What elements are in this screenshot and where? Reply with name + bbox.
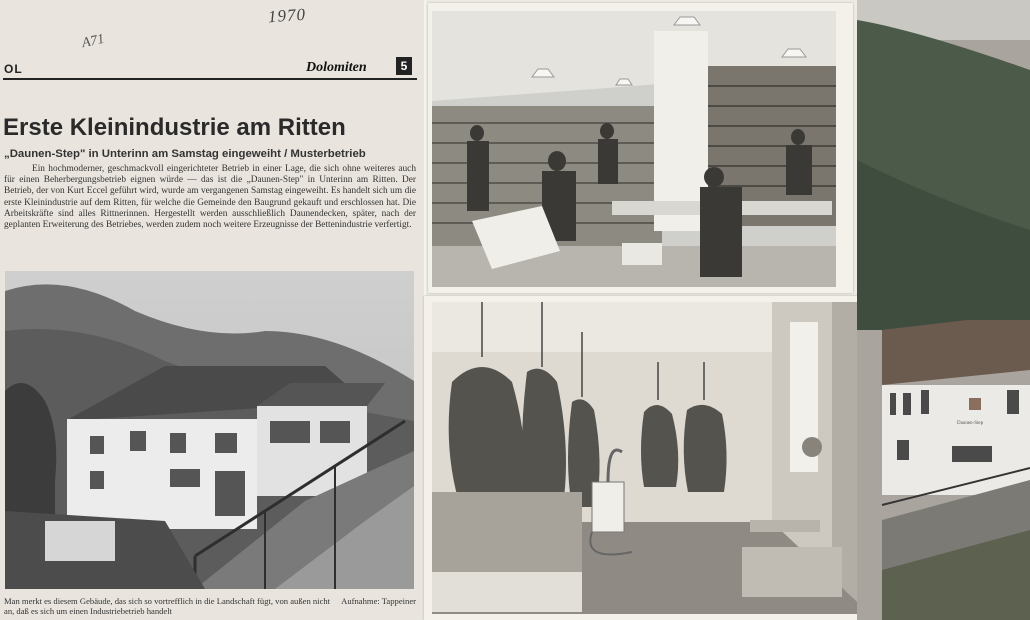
- workshop-photo: [432, 11, 836, 287]
- down-storage-photo: [432, 302, 870, 614]
- newspaper-name: Dolomiten: [306, 60, 367, 75]
- handwritten-date: 1970: [267, 4, 307, 27]
- workshop-photo-frame: [428, 3, 853, 293]
- building-photo: [5, 271, 414, 589]
- photo-credit: Aufnahme: Tappeiner: [341, 596, 416, 606]
- caption-text: Man merkt es diesem Gebäude, das sich so vortrefflich in die Landschaft fügt, von außen nicht an, daß es sich um einen Industriebetrieb handelt: [4, 596, 331, 616]
- subheadline: „Daunen-Step" in Unterinn am Samstag eingeweiht / Musterbetrieb: [4, 148, 366, 160]
- storage-photo-frame: [424, 296, 880, 620]
- handwritten-mark: A71: [80, 31, 106, 52]
- newspaper-clipping: [0, 0, 424, 620]
- building-sign-text: Daunen-Step: [957, 421, 984, 426]
- building-color-photo: [857, 0, 1030, 620]
- article-body: Ein hochmoderner, geschmackvoll eingerichteter Betrieb in einer Lage, die sich ohne weiteres auch für einen Beherbergungsbetrieb eignen würde — das ist die „Daunen-Step" in Unterinn am Ritten. Der Betrieb, der von Kurt Eccel geführt wird, wurde am vergangenen Samstag eingeweiht. Es handelt sich um die erste Kleinindustrie auf dem Ritten, für welche die Gemeinde den Baugrund gekauft und erschlossen hat. Die Arbeitskräfte sind alles Rittnerinnen. Hergestellt werden ausschließlich Daunendecken, später, nach der geplanten Erweiterung des Betriebes, werden zudem noch weitere Erzeugnisse der Bettenindustrie verfertigt.: [4, 164, 416, 231]
- section-label: OL: [4, 62, 23, 76]
- page-number: 5: [396, 57, 412, 75]
- photo-caption: [4, 596, 416, 616]
- headline: Erste Kleinindustrie am Ritten: [3, 114, 346, 141]
- header-rule: [3, 78, 417, 80]
